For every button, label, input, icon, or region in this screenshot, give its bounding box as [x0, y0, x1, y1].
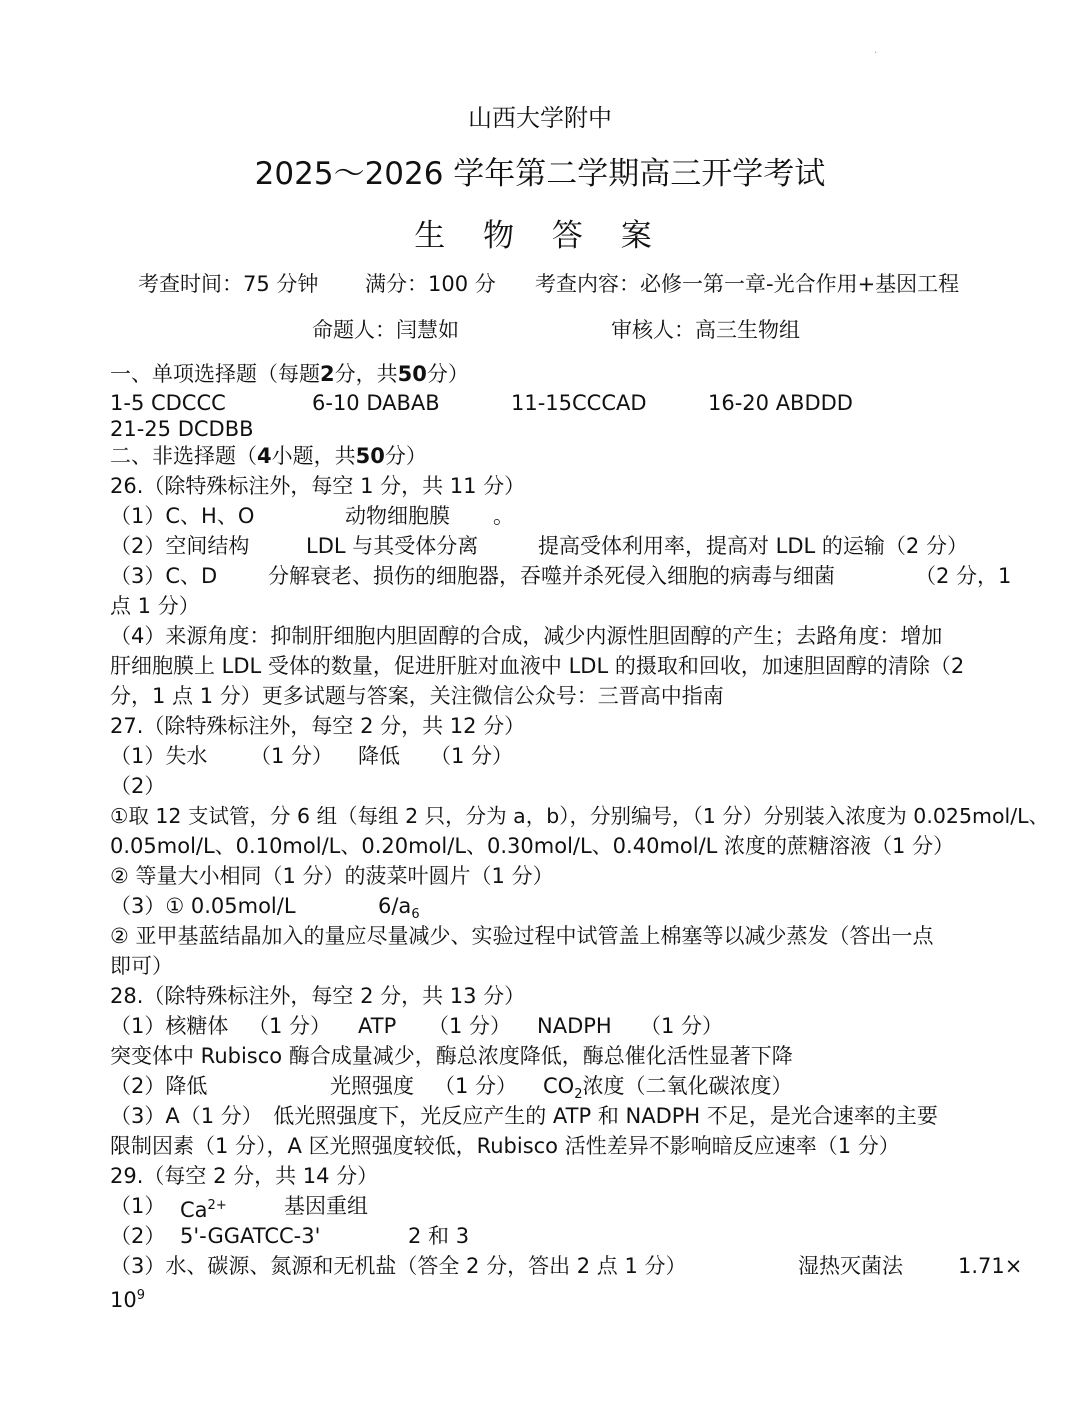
q28-p2-d-text2: 浓度（二氧化碳浓度）: [582, 1074, 793, 1098]
answer-group-11-15: 11-15CCCAD: [511, 391, 647, 415]
q27-p1-d: （1 分）: [430, 744, 514, 768]
q28-p1-a: （1）核糖体: [110, 1014, 229, 1038]
q26-p2-c: 提高受体利用率，提高对 LDL 的运输（2 分）: [538, 534, 968, 558]
section2-title-suffix: 分）: [384, 444, 427, 468]
reviewer: 审核人：高三生物组: [611, 318, 800, 342]
q27-p3-line3: 即可）: [110, 954, 173, 978]
q29-p3-b: 湿热灭菌法: [798, 1254, 903, 1278]
q26-p3-c: （2 分，1: [915, 564, 1012, 588]
q29-p1-b: [180, 1191, 227, 1225]
q29-p1-c: 基因重组: [284, 1194, 368, 1218]
q26-p1-a: （1）C、H、O: [110, 504, 255, 528]
q28-p2-a: （2）降低: [110, 1074, 208, 1098]
section2-title-n2: 50: [355, 444, 385, 468]
q26-p4-line2: 肝细胞膜上 LDL 受体的数量，促进肝脏对血液中 LDL 的摄取和回收，加速胆固醇的清除（2: [110, 654, 965, 678]
q27-p2-label: （2）: [110, 774, 166, 798]
q28-header: 28.（除特殊标注外，每空 2 分，共 13 分）: [110, 984, 526, 1008]
section2-title: [110, 441, 427, 471]
q27-p1-a: （1）失水: [110, 744, 208, 768]
exam-time: 考查时间：75 分钟: [138, 272, 319, 296]
q29-p3-d: [110, 1281, 145, 1315]
q29-p1-b-sup: 2+: [207, 1198, 227, 1213]
section1-title-suffix: 分）: [426, 362, 469, 386]
q26-p3-d: 点 1 分）: [110, 594, 200, 618]
q27-p3-line2: ② 亚甲基蓝结晶加入的量应尽量减少、实验过程中试管盖上棉塞等以减少蒸发（答出一点: [110, 924, 934, 948]
answer-group-16-20: 16-20 ABDDD: [708, 391, 853, 415]
q28-p2-c: （1 分）: [434, 1074, 518, 1098]
q27-header: 27.（除特殊标注外，每空 2 分，共 12 分）: [110, 714, 526, 738]
q27-p1-c: 降低: [358, 744, 400, 768]
exam-title: 2025～2026 学年第二学期高三开学考试: [254, 156, 826, 192]
q28-p3-line2: 限制因素（1 分），A 区光照强度较低，Rubisco 活性差异不影响暗反应速率（1 分）: [110, 1134, 900, 1158]
q29-p3-a: （3）水、碳源、氮源和无机盐（答全 2 分，答出 2 点 1 分）: [110, 1254, 687, 1278]
q29-p1-a: （1）: [110, 1194, 166, 1218]
q28-p1-f: （1 分）: [640, 1014, 724, 1038]
q28-p2-d-text: CO: [543, 1074, 575, 1098]
answer-group-21-25: 21-25 DCDBB: [110, 417, 254, 441]
q27-p3-b-text: 6/a: [378, 894, 412, 918]
q28-p2-d-sub: 2: [574, 1087, 583, 1103]
author: 命题人：闫慧如: [312, 318, 459, 342]
section2-title-n1: 4: [257, 444, 272, 468]
answer-group-1-5: 1-5 CDCCC: [110, 391, 226, 415]
q26-p2-a: （2）空间结构: [110, 534, 250, 558]
answer-group-6-10: 6-10 DABAB: [312, 391, 440, 415]
section2-title-mid: 小题，共: [271, 444, 356, 468]
q29-p1-b-text: Ca: [180, 1198, 208, 1222]
subject-title: 生 物 答 案: [414, 218, 666, 254]
q27-p2-line3: ② 等量大小相同（1 分）的菠菜叶圆片（1 分）: [110, 864, 554, 888]
q26-p4-line3: 分，1 点 1 分）更多试题与答案，关注微信公众号：三晋高中指南: [110, 684, 724, 708]
q29-p2-c: 2 和 3: [408, 1224, 470, 1248]
section1-title: [110, 359, 469, 389]
q26-p3-a: （3）C、D: [110, 564, 218, 588]
scan-dot: ·: [874, 48, 878, 59]
section1-title-n1: 2: [320, 362, 335, 386]
q26-p2-b: LDL 与其受体分离: [306, 534, 479, 558]
section1-title-n2: 50: [397, 362, 427, 386]
q29-p2-a: （2）: [110, 1224, 166, 1248]
school-name: 山西大学附中: [468, 104, 612, 132]
q27-p3-b-sub: 6: [411, 907, 420, 923]
q27-p2-line2: 0.05mol/L、0.10mol/L、0.20mol/L、0.30mol/L、0.40mol/L 浓度的蔗糖溶液（1 分）: [110, 834, 955, 858]
q29-p3-c: 1.71×: [958, 1254, 1023, 1278]
q28-p2-b: 光照强度: [330, 1074, 414, 1098]
q27-p1-b: （1 分）: [250, 744, 334, 768]
exam-content: 考查内容：必修一第一章-光合作用+基因工程: [535, 272, 960, 296]
q28-p1-e: NADPH: [537, 1014, 612, 1038]
q28-p1-d: （1 分）: [428, 1014, 512, 1038]
q26-header: 26.（除特殊标注外，每空 1 分，共 11 分）: [110, 474, 526, 498]
q26-p1-c: 。: [493, 504, 514, 528]
section2-title-prefix: 二、非选择题（: [110, 444, 257, 468]
q29-p2-b: 5'-GGATCC-3': [180, 1224, 321, 1248]
q28-p1-c: ATP: [358, 1014, 397, 1038]
q29-p3-d-sup: 9: [136, 1288, 146, 1303]
q28-p1-line2: 突变体中 Rubisco 酶合成量减少，酶总浓度降低，酶总催化活性显著下降: [110, 1044, 793, 1068]
section1-title-mid: 分，共: [334, 362, 398, 386]
full-score: 满分：100 分: [365, 272, 496, 296]
section1-title-prefix: 一、单项选择题（每题: [110, 362, 320, 386]
q26-p1-b: 动物细胞膜: [345, 504, 450, 528]
q28-p3-line1: （3）A（1 分） 低光照强度下，光反应产生的 ATP 和 NADPH 不足，是光合速率的主要: [110, 1104, 938, 1128]
q26-p4-line1: （4）来源角度：抑制肝细胞内胆固醇的合成，减少内源性胆固醇的产生；去路角度：增加: [110, 624, 943, 648]
q29-header: 29.（每空 2 分，共 14 分）: [110, 1164, 379, 1188]
q27-p3-a: （3）① 0.05mol/L: [110, 894, 296, 918]
q28-p1-b: （1 分）: [248, 1014, 332, 1038]
q26-p3-b: 分解衰老、损伤的细胞器，吞噬并杀死侵入细胞的病毒与细菌: [268, 564, 835, 588]
q29-p3-d-text: 10: [110, 1288, 137, 1312]
q27-p2-line1: ①取 12 支试管，分 6 组（每组 2 只，分为 a，b），分别编号，（1 分）分别装入浓度为 0.025mol/L、: [110, 804, 1050, 828]
